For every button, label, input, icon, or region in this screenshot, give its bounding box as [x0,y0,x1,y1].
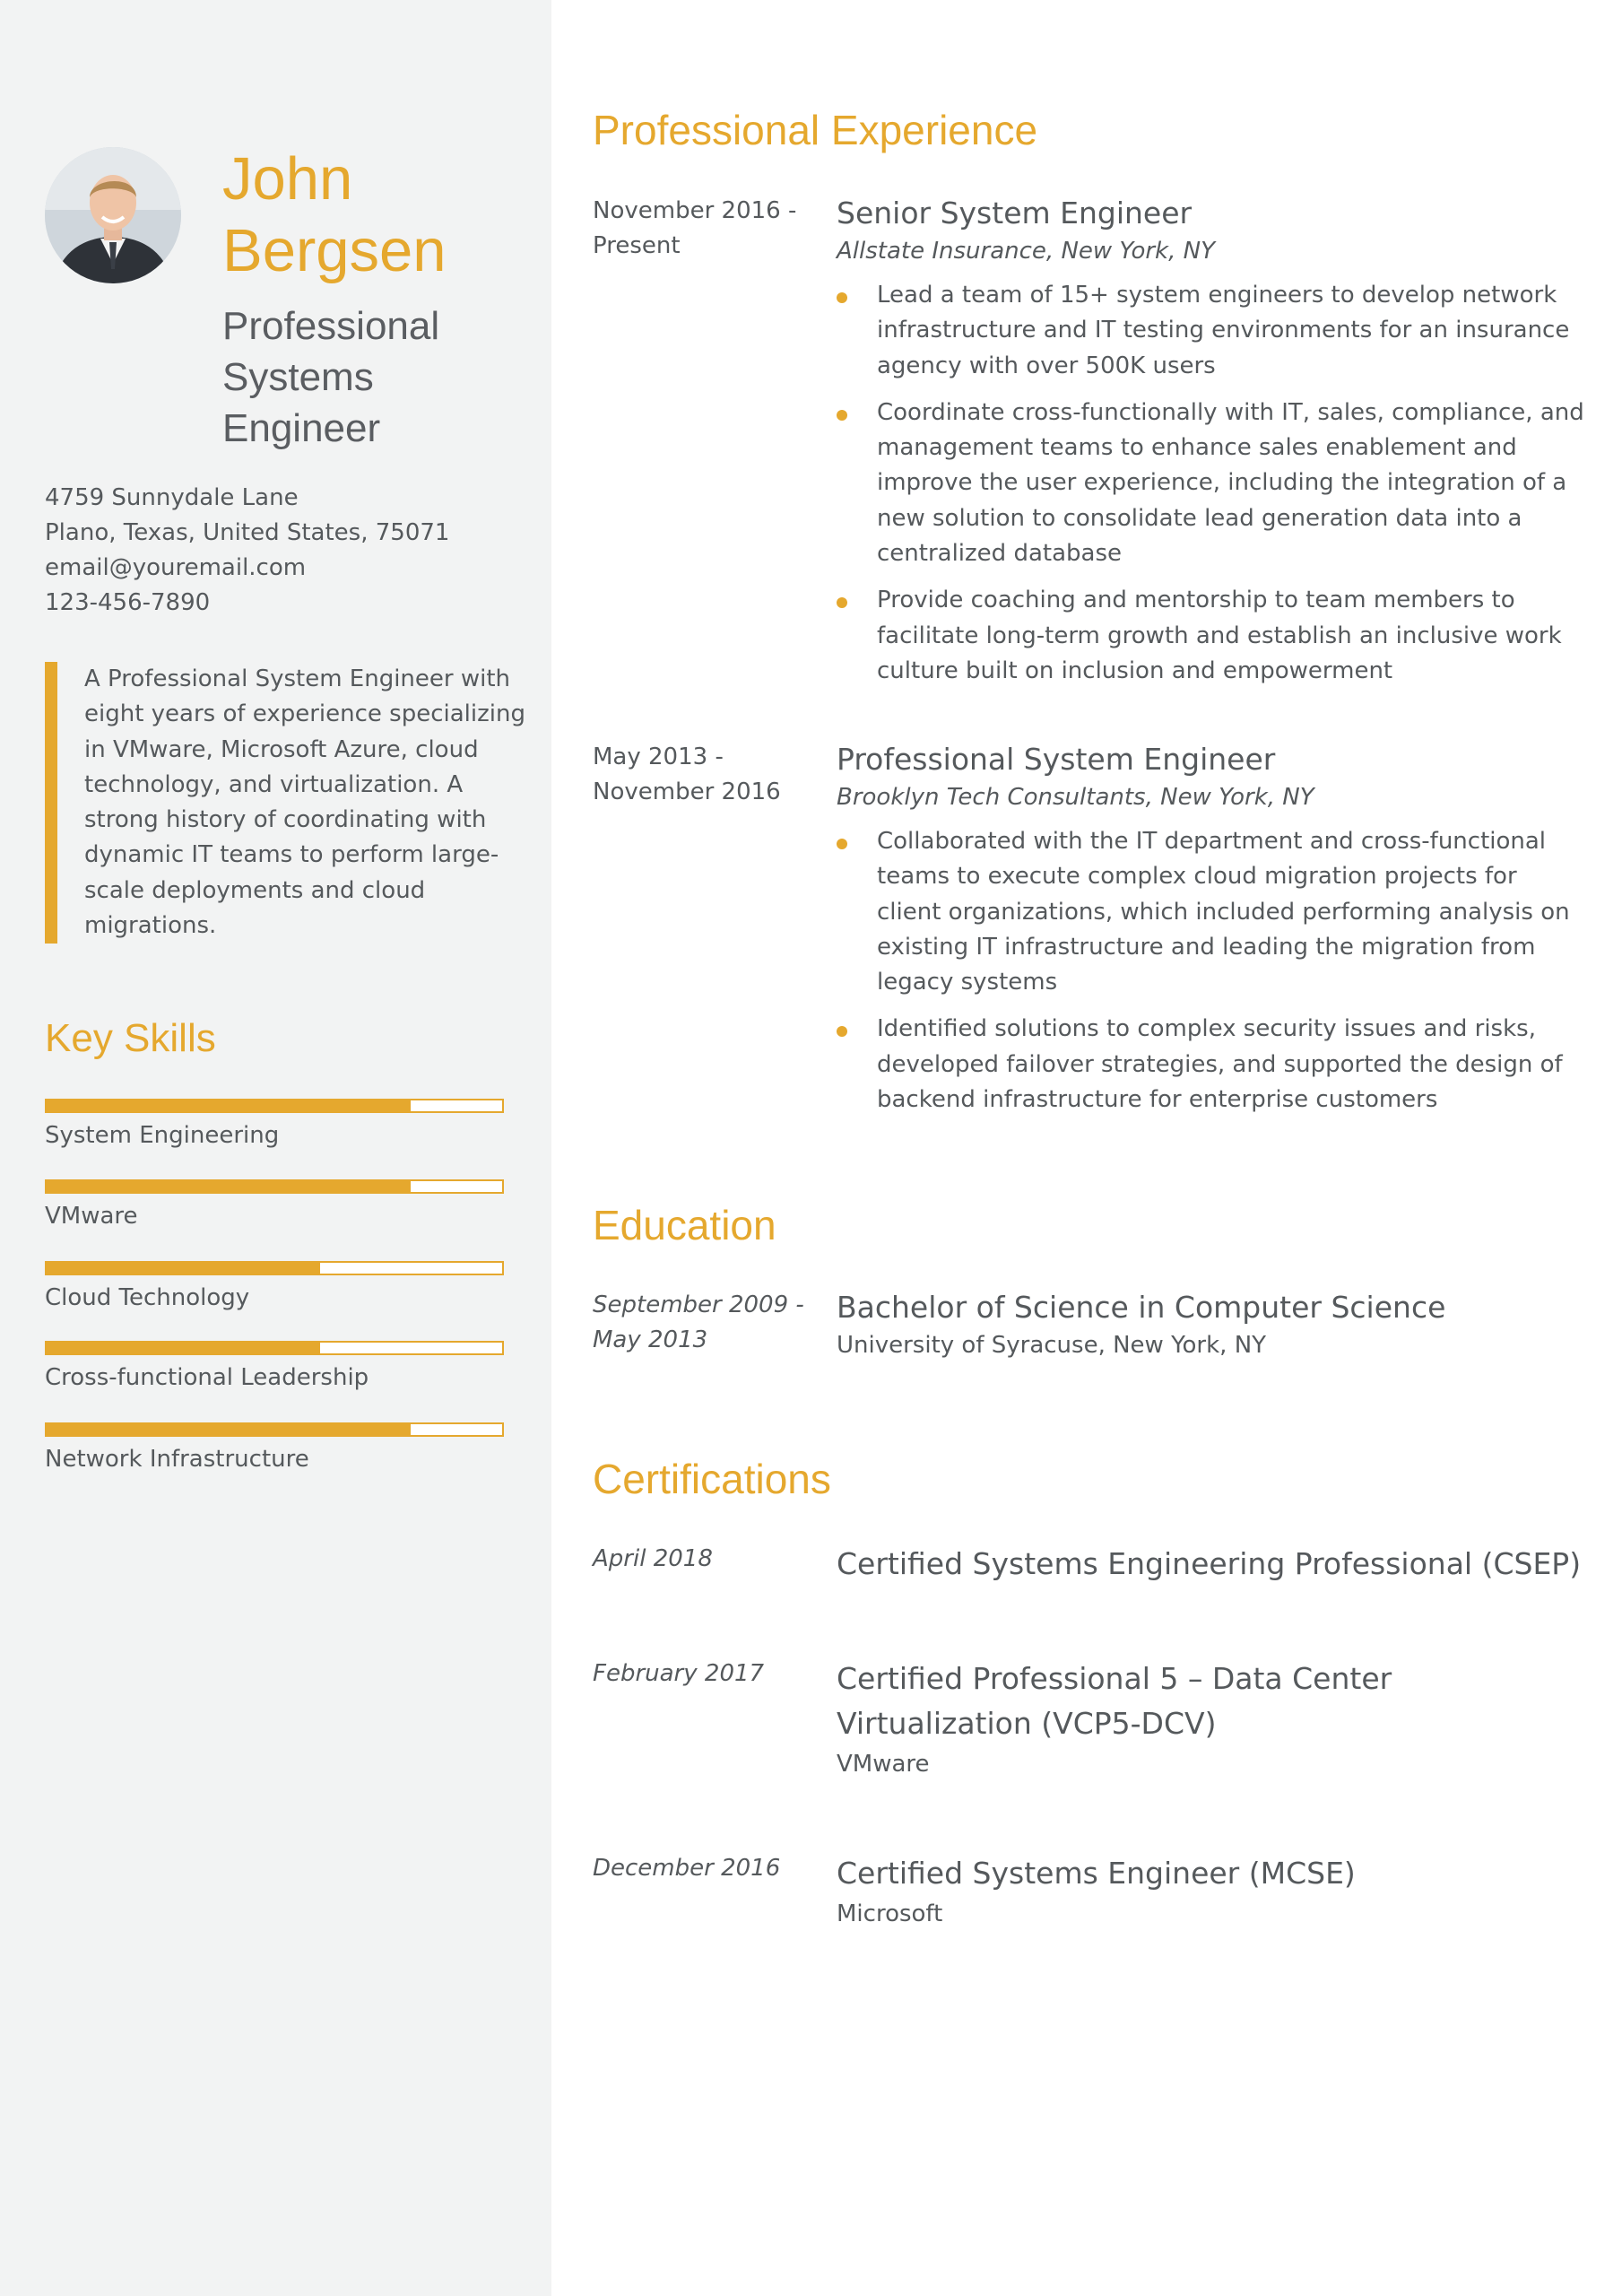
experience-date [593,740,817,810]
skill-bar [45,1341,504,1355]
avatar [45,147,181,283]
skill-label: Network Infrastructure [45,1446,309,1473]
school: University of Syracuse, New York, NY [837,1332,1267,1359]
skills-heading: Key Skills [45,1016,216,1060]
bullet-dot-icon [837,292,847,303]
skill-bar-fill [47,1263,320,1274]
education-date [593,1288,817,1358]
address-line-2: Plano, Texas, United States, 75071 [45,519,450,546]
last-name: Bergsen [222,217,447,284]
date-start: September 2009 - [593,1292,804,1318]
bullet-text: Provide coaching and mentorship to team members to facilitate long-term growth and establish an inclusive work culture built on inclusion and empowerment [877,587,1562,684]
skill-item [45,1422,504,1474]
role-title: Professional System Engineer [837,742,1276,777]
bullet-item [837,278,1588,384]
bullet-item [837,583,1588,689]
company: Brooklyn Tech Consultants, New York, NY [837,784,1314,811]
date-start: November 2016 - [593,197,797,224]
skill-item [45,1261,504,1313]
skill-bar [45,1099,504,1113]
skill-item [45,1099,504,1151]
bullet-list [837,824,1588,1118]
profile-summary: A Professional System Engineer with eight years of experience specializing in VMware, Microsoft Azure, cloud technology, and virtualization. A strong history of coordinating with dynamic IT teams to perform large-scale deployments and cloud migrations. [45,662,529,944]
skill-bar-fill [47,1424,411,1435]
bullet-dot-icon [837,839,847,849]
bullet-item [837,1012,1588,1118]
certification-issuer: VMware [837,1751,930,1778]
skill-label: System Engineering [45,1122,280,1149]
bullet-text: Coordinate cross-functionally with IT, sales, compliance, and management teams to enhance sales enablement and improve the user experience, including the integration of a new solution to consolidate lead generation data into a centralized database [877,398,1584,568]
bullet-dot-icon [837,410,847,421]
person-photo-icon [45,147,181,283]
skill-label: VMware [45,1203,138,1230]
date-end: May 2013 [593,1326,708,1353]
skill-bar-fill [47,1100,411,1111]
skill-label: Cross-functional Leadership [45,1364,369,1391]
bullet-text: Identified solutions to complex security issues and risks, developed failover strategies, and supported the design of backend infrastructure for enterprise customers [877,1015,1563,1114]
bullet-item [837,824,1588,1000]
certification-date: April 2018 [593,1545,713,1572]
certification-issuer: Microsoft [837,1900,943,1927]
bullet-list [837,278,1588,689]
skill-item [45,1179,504,1231]
education-heading: Education [593,1202,776,1248]
skill-bar [45,1179,504,1194]
certification-body [837,1657,1588,1782]
bullet-item [837,396,1588,571]
certification-name: Certified Systems Engineering Professional (CSEP) [837,1546,1582,1581]
certification-name: Certified Professional 5 – Data Center Virtualization (VCP5-DCV) [837,1661,1392,1741]
experience-date [593,194,817,264]
degree: Bachelor of Science in Computer Science [837,1290,1446,1325]
bullet-text: Collaborated with the IT department and cross-functional teams to execute complex cloud migration projects for client organizations, which included performing analysis on existing IT infrastructure and leading the migration from legacy systems [877,828,1570,996]
date-end: November 2016 [593,778,781,805]
job-title-line: Systems [222,355,374,399]
company: Allstate Insurance, New York, NY [837,238,1215,265]
certification-body [837,1542,1588,1587]
person-name [222,144,527,287]
skill-item [45,1341,504,1393]
certifications-heading: Certifications [593,1456,831,1502]
bullet-dot-icon [837,1026,847,1037]
contact-info [45,481,529,621]
email[interactable]: email@youremail.com [45,554,307,581]
job-title-line: Engineer [222,406,381,450]
bullet-dot-icon [837,597,847,608]
skill-bar [45,1261,504,1275]
certification-date: February 2017 [593,1660,765,1687]
role-title: Senior System Engineer [837,196,1193,230]
date-start: May 2013 - [593,744,724,770]
certification-date: December 2016 [593,1855,781,1882]
bullet-text: Lead a team of 15+ system engineers to develop network infrastructure and IT testing environments for an insurance agency with over 500K users [877,282,1570,379]
skill-bar-fill [47,1343,320,1353]
job-title [222,300,527,454]
skill-bar-fill [47,1181,411,1192]
address-line-1: 4759 Sunnydale Lane [45,484,299,511]
phone[interactable]: 123-456-7890 [45,589,211,616]
experience-heading: Professional Experience [593,107,1038,153]
skill-bar [45,1422,504,1437]
education-body [837,1288,1588,1363]
date-end: Present [593,232,681,259]
certification-name: Certified Systems Engineer (MCSE) [837,1856,1356,1891]
experience-body [837,194,1588,700]
certification-body [837,1851,1588,1932]
experience-body [837,740,1588,1129]
first-name: John [222,145,353,213]
skill-label: Cloud Technology [45,1284,250,1311]
job-title-line: Professional [222,304,440,348]
